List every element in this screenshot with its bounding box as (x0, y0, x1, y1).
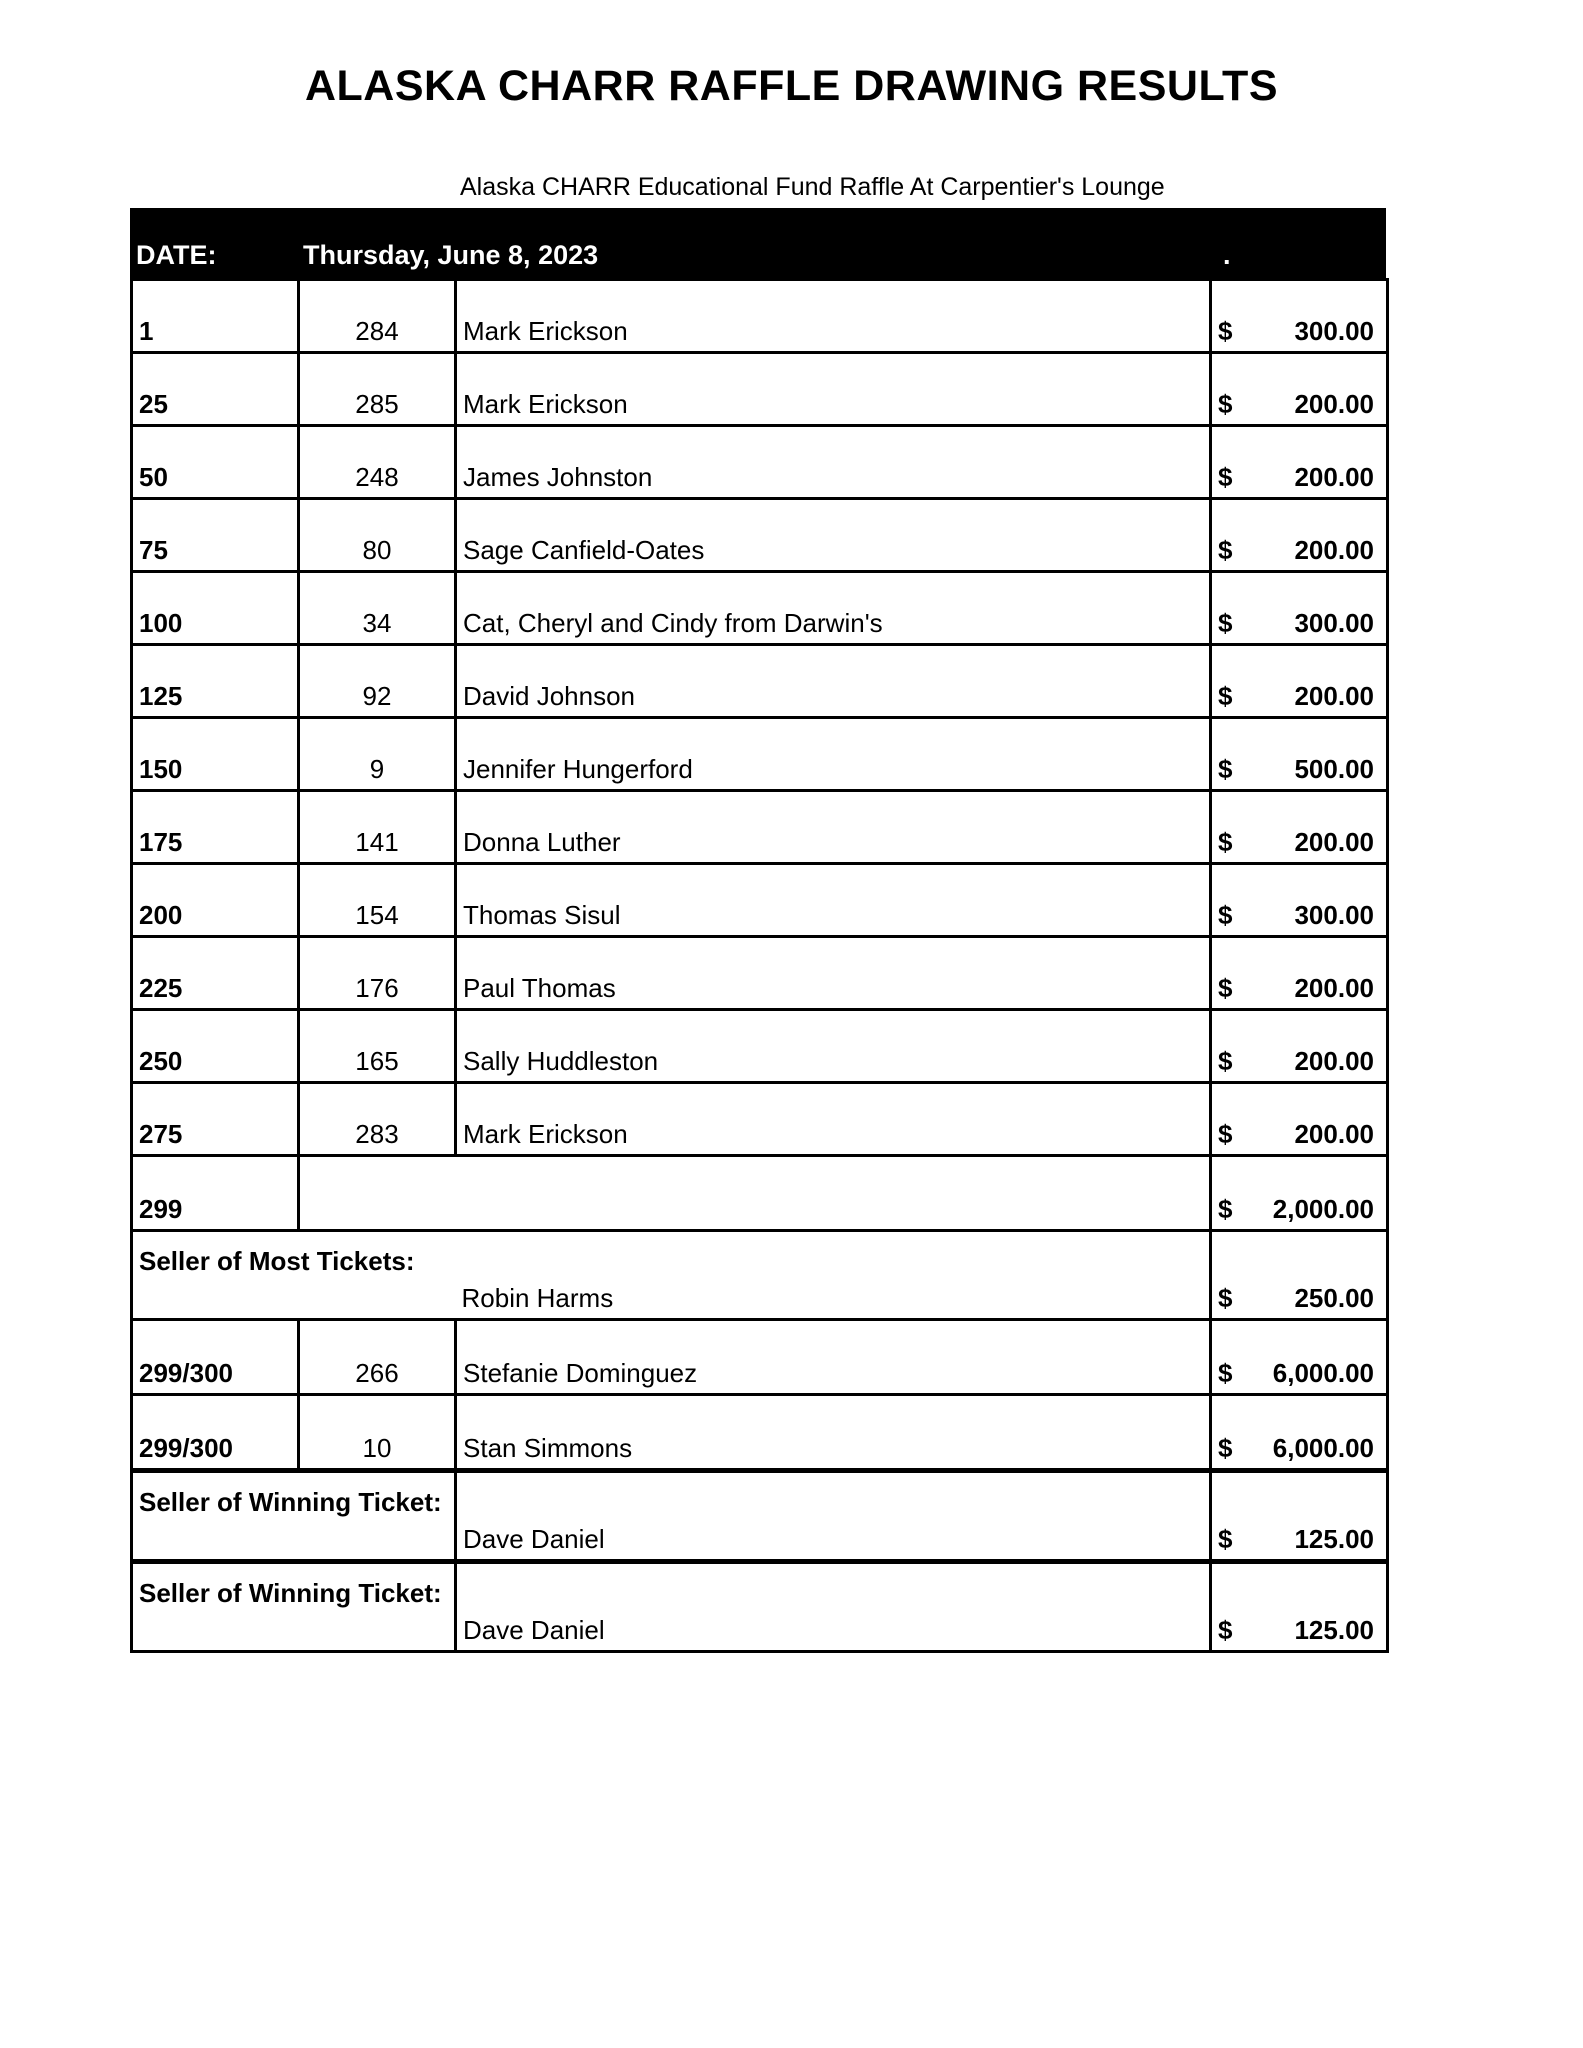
currency-symbol: $ (1218, 754, 1233, 784)
ticket-number: 165 (299, 1010, 456, 1083)
currency-symbol: $ (1218, 900, 1233, 930)
winner-name: Stefanie Dominguez (456, 1320, 1211, 1395)
results-table (130, 278, 1389, 1653)
prize-amount (1211, 937, 1388, 1010)
prize-amount (1211, 572, 1388, 645)
prize-value: 6,000.00 (1272, 1358, 1374, 1388)
currency-symbol: $ (1218, 1194, 1233, 1224)
drawing-place: 50 (132, 426, 299, 499)
prize-value: 200.00 (1294, 973, 1374, 1003)
prize-value: 6,000.00 (1272, 1433, 1374, 1463)
grand-prize-row (132, 1395, 1388, 1471)
ticket-number: 283 (299, 1083, 456, 1156)
table-row (132, 864, 1388, 937)
ticket-number: 34 (299, 572, 456, 645)
winning-seller-row (132, 1562, 1388, 1652)
prize-value: 200.00 (1294, 1046, 1374, 1076)
ticket-number: 266 (299, 1320, 456, 1395)
drawing-place: 100 (132, 572, 299, 645)
currency-symbol: $ (1218, 462, 1233, 492)
prize-amount (1211, 1395, 1388, 1471)
prize-value: 500.00 (1294, 754, 1374, 784)
prize-value: 200.00 (1294, 462, 1374, 492)
drawing-place: 25 (132, 353, 299, 426)
table-row (132, 572, 1388, 645)
table-row-299 (132, 1156, 1388, 1231)
prize-amount (1211, 1010, 1388, 1083)
ticket-number: 80 (299, 499, 456, 572)
table-row (132, 791, 1388, 864)
date-header-bar (130, 208, 1386, 278)
currency-symbol: $ (1218, 608, 1233, 638)
ticket-number: 248 (299, 426, 456, 499)
drawing-place: 200 (132, 864, 299, 937)
drawing-place: 299/300 (132, 1395, 299, 1471)
prize-value: 200.00 (1294, 681, 1374, 711)
ticket-number: 284 (299, 280, 456, 353)
ticket-number: 10 (299, 1395, 456, 1471)
currency-symbol: $ (1218, 1283, 1233, 1313)
winning-seller-label: Seller of Winning Ticket: (132, 1562, 456, 1652)
currency-symbol: $ (1218, 1615, 1233, 1645)
winner-name: Mark Erickson (456, 1083, 1211, 1156)
page-title: ALASKA CHARR RAFFLE DRAWING RESULTS (304, 62, 1278, 110)
table-row (132, 718, 1388, 791)
prize-value: 300.00 (1294, 608, 1374, 638)
prize-amount (1211, 718, 1388, 791)
empty-cell (299, 1156, 1211, 1231)
table-row (132, 353, 1388, 426)
prize-value: 200.00 (1294, 535, 1374, 565)
drawing-place: 175 (132, 791, 299, 864)
prize-value: 300.00 (1294, 316, 1374, 346)
winner-name: Mark Erickson (456, 280, 1211, 353)
prize-amount (1211, 1156, 1388, 1231)
ticket-number: 285 (299, 353, 456, 426)
drawing-place: 150 (132, 718, 299, 791)
table-row (132, 937, 1388, 1010)
prize-amount (1211, 353, 1388, 426)
winner-name: Jennifer Hungerford (456, 718, 1211, 791)
currency-symbol: $ (1218, 1433, 1233, 1463)
prize-amount (1211, 1320, 1388, 1395)
most-tickets-label: Seller of Most Tickets: (132, 1231, 456, 1320)
currency-symbol: $ (1218, 1524, 1233, 1554)
winner-name: Donna Luther (456, 791, 1211, 864)
prize-value: 200.00 (1294, 389, 1374, 419)
currency-symbol: $ (1218, 1046, 1233, 1076)
ticket-number: 154 (299, 864, 456, 937)
most-tickets-seller: Robin Harms (456, 1231, 1211, 1320)
prize-value: 200.00 (1294, 827, 1374, 857)
most-tickets-row (132, 1231, 1388, 1320)
table-row (132, 280, 1388, 353)
header-dot: . (1223, 240, 1231, 270)
table-row (132, 499, 1388, 572)
currency-symbol: $ (1218, 973, 1233, 1003)
prize-value: 300.00 (1294, 900, 1374, 930)
winner-name: Sage Canfield-Oates (456, 499, 1211, 572)
winner-name: Thomas Sisul (456, 864, 1211, 937)
drawing-place: 250 (132, 1010, 299, 1083)
currency-symbol: $ (1218, 1358, 1233, 1388)
winning-seller-row (132, 1471, 1388, 1562)
ticket-number: 9 (299, 718, 456, 791)
table-row (132, 1083, 1388, 1156)
drawing-place: 299/300 (132, 1320, 299, 1395)
winner-name: Cat, Cheryl and Cindy from Darwin's (456, 572, 1211, 645)
prize-amount (1211, 1471, 1388, 1562)
prize-amount (1211, 1231, 1388, 1320)
prize-value: 200.00 (1294, 1119, 1374, 1149)
prize-amount (1211, 864, 1388, 937)
winner-name: David Johnson (456, 645, 1211, 718)
winning-seller-label: Seller of Winning Ticket: (132, 1471, 456, 1562)
winning-seller-name: Dave Daniel (456, 1562, 1211, 1652)
table-row (132, 426, 1388, 499)
prize-amount (1211, 499, 1388, 572)
prize-amount (1211, 791, 1388, 864)
ticket-number: 176 (299, 937, 456, 1010)
currency-symbol: $ (1218, 827, 1233, 857)
currency-symbol: $ (1218, 1119, 1233, 1149)
prize-amount (1211, 426, 1388, 499)
prize-value: 125.00 (1294, 1524, 1374, 1554)
date-value: Thursday, June 8, 2023 (303, 240, 599, 270)
table-row (132, 645, 1388, 718)
winner-name: Stan Simmons (456, 1395, 1211, 1471)
prize-value: 125.00 (1294, 1615, 1374, 1645)
winner-name: James Johnston (456, 426, 1211, 499)
currency-symbol: $ (1218, 535, 1233, 565)
winner-name: Sally Huddleston (456, 1010, 1211, 1083)
prize-amount (1211, 280, 1388, 353)
prize-value: 2,000.00 (1272, 1194, 1374, 1224)
drawing-place: 125 (132, 645, 299, 718)
date-label: DATE: (136, 240, 217, 270)
grand-prize-row (132, 1320, 1388, 1395)
currency-symbol: $ (1218, 681, 1233, 711)
drawing-place: 275 (132, 1083, 299, 1156)
drawing-place: 75 (132, 499, 299, 572)
ticket-number: 92 (299, 645, 456, 718)
prize-amount (1211, 1562, 1388, 1652)
prize-amount (1211, 1083, 1388, 1156)
drawing-place: 225 (132, 937, 299, 1010)
winner-name: Paul Thomas (456, 937, 1211, 1010)
winning-seller-name: Dave Daniel (456, 1471, 1211, 1562)
page-subtitle: Alaska CHARR Educational Fund Raffle At Carpentier's Lounge (460, 173, 1165, 201)
currency-symbol: $ (1218, 316, 1233, 346)
winner-name: Mark Erickson (456, 353, 1211, 426)
table-row (132, 1010, 1388, 1083)
currency-symbol: $ (1218, 389, 1233, 419)
prize-amount (1211, 645, 1388, 718)
prize-value: 250.00 (1294, 1283, 1374, 1313)
drawing-place: 299 (132, 1156, 299, 1231)
drawing-place: 1 (132, 280, 299, 353)
ticket-number: 141 (299, 791, 456, 864)
